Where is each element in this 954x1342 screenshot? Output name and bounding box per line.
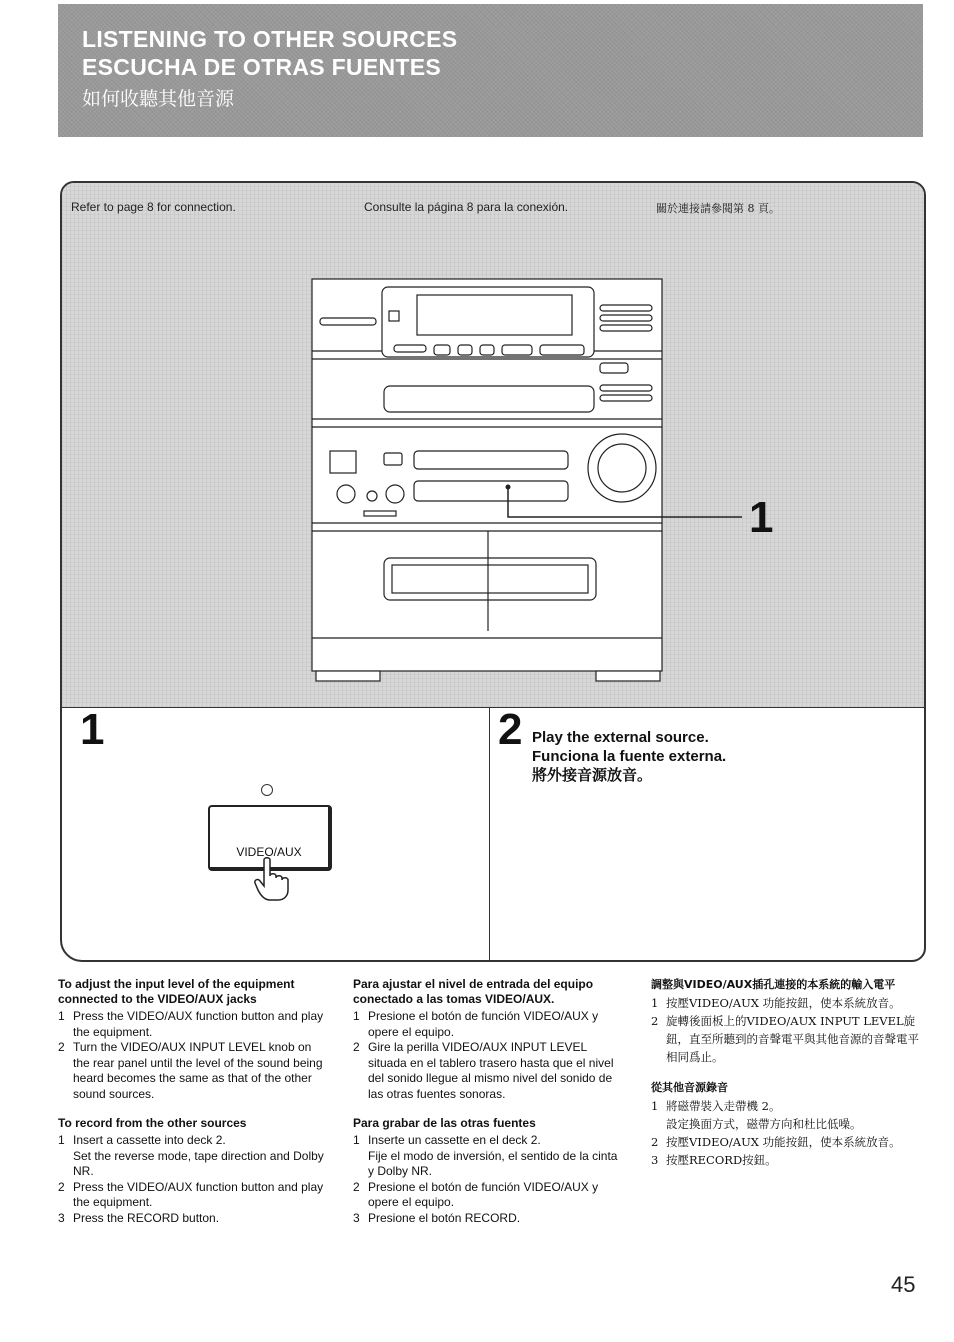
item-text: Press the VIDEO/AUX function button and play the equipment. xyxy=(73,1179,324,1209)
chinese-heading-2: 從其他音源錄音 xyxy=(651,1081,728,1094)
video-aux-button-label: VIDEO/AUX xyxy=(236,845,302,859)
list-item xyxy=(651,1097,923,1133)
list-item xyxy=(651,1133,923,1151)
english-list-2 xyxy=(58,1133,331,1226)
english-heading-1: To adjust the input level of the equipment connected to the VIDEO/AUX jacks xyxy=(58,977,295,1006)
title-chinese: 如何收聽其他音源 xyxy=(82,88,235,110)
callout-number: 1 xyxy=(749,493,774,542)
page-number: 45 xyxy=(891,1272,916,1297)
english-list-1 xyxy=(58,1009,331,1102)
item-number: 2 xyxy=(58,1040,65,1054)
connection-note-english: Refer to page 8 for connection. xyxy=(71,200,236,214)
panel-divider xyxy=(62,707,924,708)
step2-spanish: Funciona la fuente externa. xyxy=(532,748,727,765)
item-subtext: 設定換面方式，磁帶方向和杜比低噪。 xyxy=(666,1117,862,1131)
item-number: 1 xyxy=(651,1099,659,1113)
list-item xyxy=(651,994,923,1012)
step2-english: Play the external source. xyxy=(532,729,709,746)
item-text: Presione el botón de función VIDEO/AUX y opere el equipo. xyxy=(368,1179,599,1209)
spanish-list-1 xyxy=(353,1009,626,1102)
list-item xyxy=(58,1009,331,1040)
item-number: 1 xyxy=(58,1133,65,1147)
step1-number: 1 xyxy=(80,705,105,754)
chinese-instructions xyxy=(651,977,923,1183)
chinese-list-2 xyxy=(651,1097,923,1169)
item-text: Turn the VIDEO/AUX INPUT LEVEL knob on the rear panel until the level of the sound being heard becomes the same as that of the other sound sources. xyxy=(73,1040,323,1101)
item-number: 2 xyxy=(58,1179,65,1194)
item-text: Inserte un cassette en el deck 2. xyxy=(368,1133,541,1147)
item-text: 旋轉後面板上的VIDEO/AUX INPUT LEVEL旋鈕，直至所聽到的音聲電平與其他音源的音聲電平相同爲止。 xyxy=(666,1014,919,1064)
item-subtext: Fije el modo de inversión, el sentido de la cinta y Dolby NR. xyxy=(368,1148,618,1178)
item-number: 1 xyxy=(58,1009,65,1023)
title-english: LISTENING TO OTHER SOURCES xyxy=(82,26,458,52)
item-text: Presione el botón de función VIDEO/AUX y opere el equipo. xyxy=(368,1009,599,1039)
item-text: 將磁帶裝入走帶機 2。 xyxy=(666,1099,781,1113)
english-heading-2: To record from the other sources xyxy=(58,1116,247,1130)
spanish-heading-2: Para grabar de las otras fuentes xyxy=(353,1116,536,1130)
item-number: 3 xyxy=(353,1210,360,1225)
list-item xyxy=(58,1040,331,1102)
item-text: 按壓VIDEO/AUX 功能按鈕，使本系統放音。 xyxy=(666,1135,901,1149)
item-number: 2 xyxy=(651,1014,659,1028)
hand-pointer-icon xyxy=(252,856,292,902)
list-item xyxy=(58,1133,331,1180)
item-number: 2 xyxy=(353,1179,360,1194)
list-item xyxy=(353,1211,626,1227)
item-number: 1 xyxy=(651,996,659,1010)
item-number: 1 xyxy=(353,1133,360,1147)
chinese-heading-1: 調整與VIDEO/AUX插孔連接的本系統的輸入電平 xyxy=(651,978,896,991)
item-number: 1 xyxy=(353,1009,360,1023)
connection-note-chinese: 關於連接請參閱第 8 頁。 xyxy=(656,202,780,215)
step2-text xyxy=(532,728,726,785)
instruction-panel xyxy=(60,181,926,962)
step2-number: 2 xyxy=(498,705,523,754)
item-subtext: Set the reverse mode, tape direction and Dolby NR. xyxy=(73,1148,324,1178)
english-instructions xyxy=(58,977,331,1240)
stereo-system-illustration xyxy=(62,183,924,707)
section-header xyxy=(58,4,923,137)
spanish-heading-1: Para ajustar el nivel de entrada del equipo conectado a las tomas VIDEO/AUX. xyxy=(353,977,594,1006)
list-item xyxy=(651,1012,923,1066)
spanish-list-2 xyxy=(353,1133,626,1226)
item-text: 按壓VIDEO/AUX 功能按鈕，使本系統放音。 xyxy=(666,996,901,1010)
list-item xyxy=(58,1180,331,1211)
list-item xyxy=(353,1040,626,1102)
item-text: Gire la perilla VIDEO/AUX INPUT LEVEL situada en el tablero trasero hasta que el nivel del sonido llegue al mismo nivel del sonido de las otras fuentes sonoras. xyxy=(368,1040,614,1101)
chinese-list-1 xyxy=(651,994,923,1066)
item-text: Presione el botón RECORD. xyxy=(368,1210,521,1225)
item-number: 2 xyxy=(651,1135,659,1149)
item-text: Press the VIDEO/AUX function button and play the equipment. xyxy=(73,1009,324,1039)
spanish-instructions xyxy=(353,977,626,1240)
step2-chinese: 將外接音源放音。 xyxy=(532,766,653,784)
item-text: Insert a cassette into deck 2. xyxy=(73,1133,226,1147)
step-divider xyxy=(489,707,490,960)
list-item xyxy=(353,1133,626,1180)
item-text: Press the RECORD button. xyxy=(73,1210,220,1225)
list-item xyxy=(651,1151,923,1169)
list-item xyxy=(353,1009,626,1040)
connection-note-spanish: Consulte la página 8 para la conexión. xyxy=(364,200,569,214)
title-spanish: ESCUCHA DE OTRAS FUENTES xyxy=(82,54,442,80)
item-number: 3 xyxy=(651,1153,659,1167)
list-item xyxy=(58,1211,331,1227)
item-number: 3 xyxy=(58,1210,65,1225)
item-text: 按壓RECORD按鈕。 xyxy=(666,1153,777,1167)
indicator-led xyxy=(261,784,273,796)
item-number: 2 xyxy=(353,1040,360,1054)
list-item xyxy=(353,1180,626,1211)
